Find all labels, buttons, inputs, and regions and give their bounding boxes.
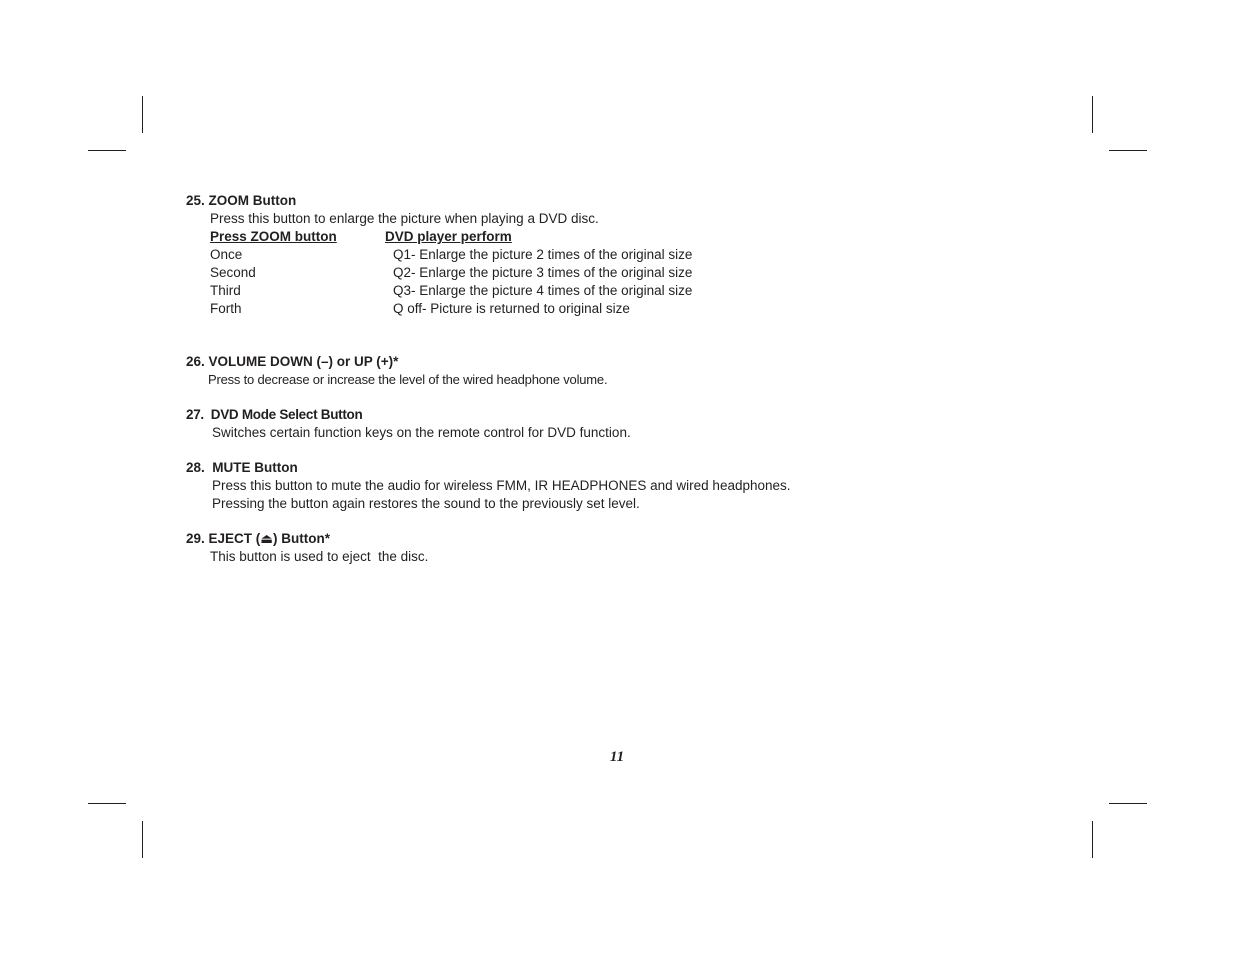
section-description: Press this button to enlarge the picture when playing a DVD disc. [210, 211, 599, 226]
section-heading: 28. MUTE Button [186, 460, 298, 475]
table-cell-press: Forth [210, 301, 242, 316]
crop-mark-top-right-horizontal [1109, 150, 1147, 151]
crop-mark-bottom-left-vertical [142, 821, 143, 858]
section-zoom [186, 192, 946, 318]
crop-mark-top-left-vertical [142, 96, 143, 133]
page-number: 11 [609, 749, 625, 765]
table-header-row [210, 228, 692, 246]
table-header-perform: DVD player perform [385, 229, 512, 244]
section-heading: 27. DVD Mode Select Button [186, 407, 363, 422]
table-cell-perform: Q3- Enlarge the picture 4 times of the original size [393, 283, 693, 298]
section-dvd-mode [186, 406, 946, 442]
crop-mark-top-left-horizontal [88, 150, 126, 151]
table-row [210, 246, 692, 264]
zoom-table [210, 228, 692, 318]
section-description-line-1: Press this button to mute the audio for wireless FMM, IR HEADPHONES and wired headphones. [212, 478, 791, 493]
section-volume [186, 353, 946, 389]
crop-mark-top-right-vertical [1092, 96, 1093, 133]
crop-mark-bottom-right-horizontal [1109, 803, 1147, 804]
table-cell-perform: Q off- Picture is returned to original size [393, 301, 630, 316]
section-heading: 26. VOLUME DOWN (–) or UP (+)* [186, 354, 399, 369]
section-description-line-2: Pressing the button again restores the sound to the previously set level. [212, 496, 640, 511]
section-heading: 25. ZOOM Button [186, 193, 297, 208]
crop-mark-bottom-left-horizontal [88, 803, 126, 804]
section-heading: 29. EJECT (⏏) Button* [186, 531, 331, 546]
table-row [210, 300, 692, 318]
table-cell-perform: Q2- Enlarge the picture 3 times of the original size [393, 265, 693, 280]
crop-mark-bottom-right-vertical [1092, 821, 1093, 858]
section-description: Switches certain function keys on the remote control for DVD function. [212, 425, 631, 440]
section-eject [186, 530, 946, 566]
section-description: Press to decrease or increase the level of the wired headphone volume. [208, 372, 608, 387]
table-cell-press: Third [210, 283, 241, 298]
section-description: This button is used to eject the disc. [210, 549, 429, 564]
table-cell-press: Once [210, 247, 243, 262]
table-header-press: Press ZOOM button [210, 229, 337, 244]
manual-content [186, 192, 946, 566]
table-cell-perform: Q1- Enlarge the picture 2 times of the original size [393, 247, 693, 262]
table-cell-press: Second [210, 265, 256, 280]
section-mute [186, 459, 946, 513]
table-row [210, 282, 692, 300]
table-row [210, 264, 692, 282]
